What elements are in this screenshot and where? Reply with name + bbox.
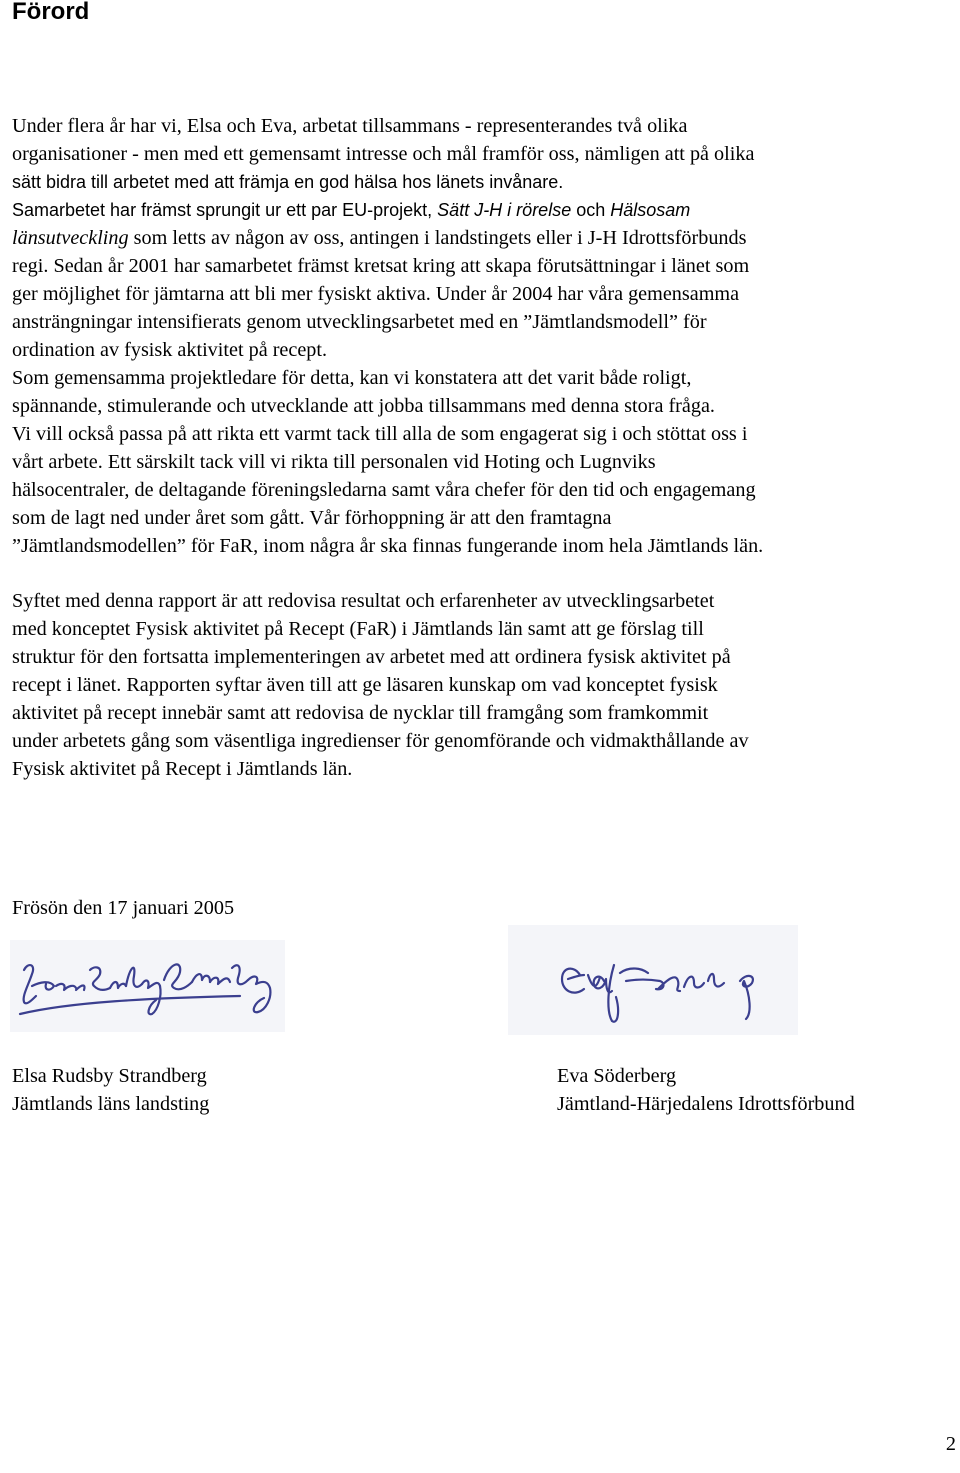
text-line: aktivitet på recept innebär samt att redovisa de nycklar till framgång som framkommit	[12, 702, 709, 724]
preface-paragraph-2	[12, 587, 960, 783]
project-name-halsosam: Hälsosam	[610, 200, 691, 220]
text-line: vårt arbete. Ett särskilt tack vill vi rikta till personalen vid Hoting och Lugnviks	[12, 451, 656, 473]
text-line: ordination av fysisk aktivitet på recept.	[12, 339, 328, 361]
signer-name: Eva Söderberg	[557, 1065, 677, 1087]
text-line: organisationer - men med ett gemensamt intresse och mål framför oss, nämligen att på olika	[12, 143, 755, 165]
text-line: ”Jämtlandsmodellen” för FaR, inom några år ska finnas fungerande inom hela Jämtlands län.	[12, 535, 764, 557]
text-line: som de lagt ned under året som gått. Vår förhoppning är att den framtagna	[12, 507, 612, 529]
text-line: Syftet med denna rapport är att redovisa resultat och erfarenheter av utvecklingsarbetet	[12, 590, 715, 612]
text-line: ger möjlighet för jämtarna att bli mer fysiskt aktiva. Under år 2004 har våra gemensamma	[12, 283, 740, 305]
text-line: Vi vill också passa på att rikta ett varmt tack till alla de som engagerat sig i och stöttat oss i	[12, 423, 748, 445]
text-line: regi. Sedan år 2001 har samarbetet främst kretsat kring att skapa förutsättningar i länet som	[12, 255, 750, 277]
signer-organisation: Jämtlands läns landsting	[12, 1093, 210, 1115]
text-line: recept i länet. Rapporten syftar även till att ge läsaren kunskap om vad konceptet fysisk	[12, 674, 718, 696]
text-line: struktur för den fortsatta implementeringen av arbetet med att ordinera fysisk aktivitet på	[12, 646, 731, 668]
signer-name: Elsa Rudsby Strandberg	[12, 1065, 207, 1087]
text-line: under arbetets gång som väsentliga ingredienser för genomförande och vidmakthållande av	[12, 730, 749, 752]
text-line: Fysisk aktivitet på Recept i Jämtlands län.	[12, 758, 353, 780]
project-name-satt-jh: Sätt J-H i rörelse	[437, 200, 572, 220]
text-line: Under flera år har vi, Elsa och Eva, arbetat tillsammans - representerandes två olika	[12, 115, 688, 137]
text-line-with-project-name	[12, 224, 960, 252]
text-line: sätt bidra till arbetet med att främja en god hälsa hos länets invånare.	[12, 172, 564, 192]
signer-elsa	[12, 1062, 209, 1118]
text-segment: och	[571, 200, 611, 220]
text-segment: Samarbetet har främst sprungit ur ett par EU-projekt,	[12, 200, 438, 220]
signer-eva	[557, 1062, 855, 1118]
text-line-with-project-names	[12, 196, 960, 224]
text-line: med konceptet Fysisk aktivitet på Recept (FaR) i Jämtlands län samt att ge förslag till	[12, 618, 704, 640]
signer-organisation: Jämtland-Härjedalens Idrottsförbund	[557, 1093, 855, 1115]
signature-elsa-image	[10, 940, 285, 1032]
signature-eva-image	[508, 925, 798, 1035]
text-segment: som letts av någon av oss, antingen i landstingets eller i J-H Idrottsförbunds	[128, 227, 747, 249]
page-number: 2	[945, 1433, 956, 1455]
text-line: Som gemensamma projektledare för detta, kan vi konstatera att det varit både roligt,	[12, 367, 692, 389]
text-line: ansträngningar intensifierats genom utvecklingsarbetet med en ”Jämtlandsmodell” för	[12, 311, 707, 333]
text-line: hälsocentraler, de deltagande föreningsledarna samt våra chefer för den tid och engagemang	[12, 479, 756, 501]
preface-paragraph-1	[12, 112, 960, 560]
page-heading: Förord	[12, 0, 90, 25]
project-name-lansutveckling: länsutveckling	[12, 227, 129, 249]
text-line: spännande, stimulerande och utvecklande att jobba tillsammans med denna stora fråga.	[12, 395, 715, 417]
dateline: Frösön den 17 januari 2005	[12, 897, 235, 919]
